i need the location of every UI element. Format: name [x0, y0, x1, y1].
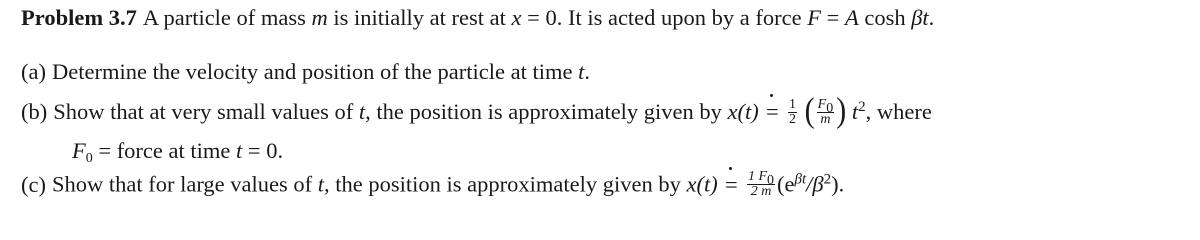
statement-text-2: is initially at rest at [327, 5, 512, 30]
part-b-continuation [72, 138, 284, 166]
approx-equal-symbol: = [764, 101, 780, 124]
x-symbol: x [511, 5, 522, 30]
t-squared: t [851, 99, 859, 125]
exponent-2: 2 [858, 99, 866, 116]
part-b-label: (b) [21, 99, 48, 125]
part-a-t-symbol: t [578, 59, 585, 84]
statement-text-4: = [821, 5, 845, 30]
part-c-text-1: Show that for large values of [51, 171, 318, 197]
open-paren: ( [804, 91, 815, 130]
approx-equal-symbol-c: = [723, 174, 739, 197]
f0-over-2m-fraction: $\frac{1 F_0}{2 m}$ [747, 169, 775, 199]
exp-open: (e [777, 171, 795, 197]
mass-symbol: m [311, 5, 328, 30]
part-c-label: (c) [21, 171, 46, 197]
part-b-text-1: Show that at very small values of [53, 99, 359, 125]
part-c-text-2: , the position is approximately given by [324, 171, 687, 197]
problem-statement [21, 7, 934, 30]
statement-text-1: A particle of mass [142, 5, 312, 30]
f0-over-m-fraction: $\frac{F_0}{m}$ [817, 96, 834, 127]
f0-definition: = force at time [92, 138, 237, 163]
part-b-text-2: , the position is approximately given by [365, 99, 728, 125]
part-c [21, 169, 845, 201]
part-b-cont-t-symbol: t [236, 138, 243, 163]
part-b-t-symbol: t [358, 99, 366, 125]
where-text: , where [865, 99, 932, 125]
part-a-end: . [584, 59, 590, 84]
part-a [21, 61, 590, 84]
slash-beta: /β [806, 171, 824, 197]
beta-t: βt [911, 5, 929, 30]
part-a-text: Determine the velocity and position of the particle at time [51, 59, 579, 84]
f0-subscript: 0 [85, 151, 93, 166]
problem-label: Problem 3.7 [21, 5, 137, 30]
part-c-t-symbol: t [317, 171, 325, 197]
part-b-x-of-t: x(t) [727, 99, 759, 125]
exp-beta-t: βt [794, 171, 807, 188]
force-symbol: F [807, 5, 821, 30]
f0-definition-end: = 0. [242, 138, 284, 163]
statement-text-3: = 0. It is acted upon by a force [521, 5, 808, 30]
force-amplitude: A [844, 5, 859, 30]
part-b [21, 91, 932, 130]
f0-symbol: F [72, 138, 86, 163]
beta-exponent: 2 [823, 171, 832, 188]
cosh-text: cosh [858, 5, 912, 30]
part-c-x-of-t: x(t) [686, 171, 718, 197]
statement-end: . [928, 5, 935, 30]
exp-close: ). [831, 171, 845, 197]
part-a-label: (a) [21, 59, 46, 84]
close-paren: ) [836, 91, 847, 130]
half-fraction: $\frac{1}{2}$ [789, 96, 797, 127]
